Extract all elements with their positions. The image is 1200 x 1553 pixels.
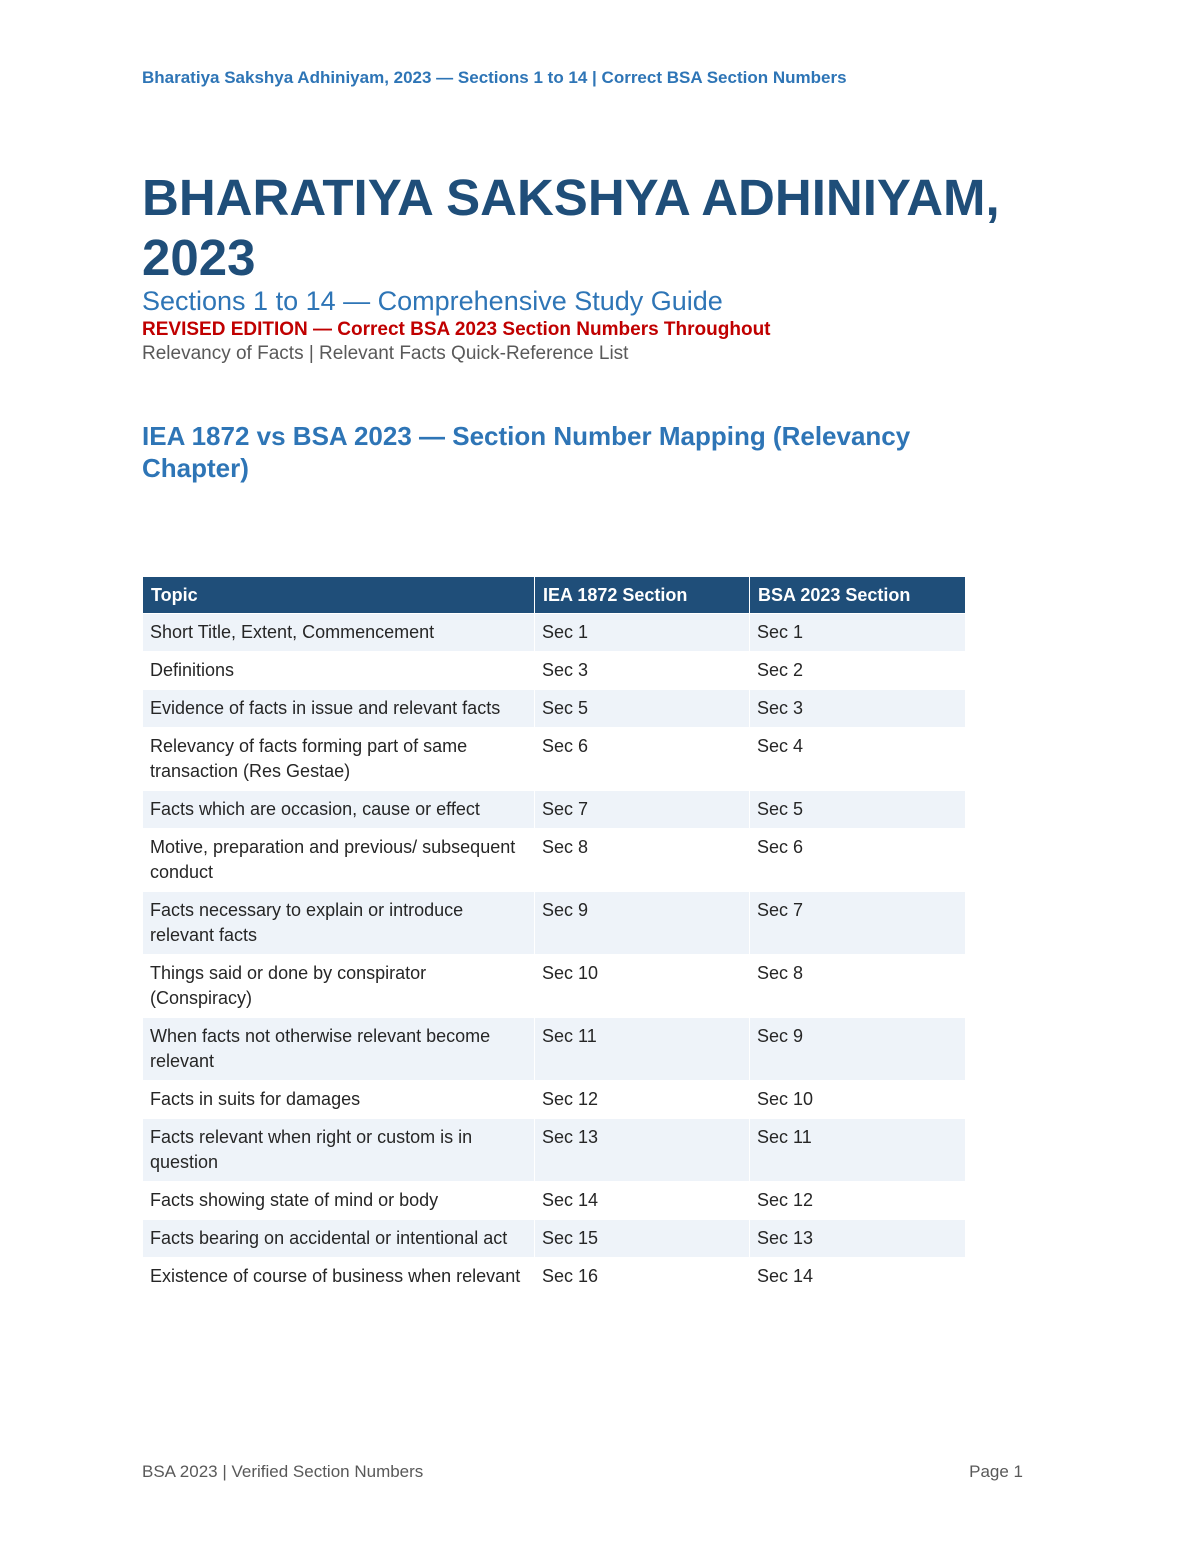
section-mapping-table [142, 576, 966, 1296]
cell-iea-section: Sec 5 [535, 690, 750, 728]
table-row [143, 955, 966, 1018]
cell-bsa-section: Sec 14 [750, 1258, 966, 1296]
cell-iea-section: Sec 14 [535, 1182, 750, 1220]
cell-iea-section: Sec 1 [535, 614, 750, 652]
footer-left: BSA 2023 | Verified Section Numbers [142, 1462, 424, 1481]
table-body [143, 614, 966, 1296]
cell-bsa-section: Sec 13 [750, 1220, 966, 1258]
table-row [143, 1258, 966, 1296]
table-row [143, 1119, 966, 1182]
cell-iea-section: Sec 12 [535, 1081, 750, 1119]
revised-edition-note: REVISED EDITION — Correct BSA 2023 Section Numbers Throughout [142, 319, 771, 340]
cell-bsa-section: Sec 5 [750, 791, 966, 829]
cell-iea-section: Sec 16 [535, 1258, 750, 1296]
cell-bsa-section: Sec 12 [750, 1182, 966, 1220]
cell-iea-section: Sec 7 [535, 791, 750, 829]
table-row [143, 614, 966, 652]
cell-bsa-section: Sec 6 [750, 829, 966, 892]
table-row [143, 829, 966, 892]
table-header-row [143, 577, 966, 614]
cell-topic: Facts necessary to explain or introduce relevant facts [143, 892, 535, 955]
cell-iea-section: Sec 10 [535, 955, 750, 1018]
cell-bsa-section: Sec 8 [750, 955, 966, 1018]
table-row [143, 728, 966, 791]
cell-topic: When facts not otherwise relevant become relevant [143, 1018, 535, 1081]
cell-bsa-section: Sec 10 [750, 1081, 966, 1119]
table-row [143, 652, 966, 690]
cell-bsa-section: Sec 3 [750, 690, 966, 728]
table-row [143, 1018, 966, 1081]
cell-iea-section: Sec 3 [535, 652, 750, 690]
cell-bsa-section: Sec 9 [750, 1018, 966, 1081]
cell-topic: Facts in suits for damages [143, 1081, 535, 1119]
cell-topic: Facts bearing on accidental or intentional act [143, 1220, 535, 1258]
cell-iea-section: Sec 15 [535, 1220, 750, 1258]
table-row [143, 1081, 966, 1119]
column-header-iea-section: IEA 1872 Section [535, 577, 750, 614]
cell-iea-section: Sec 8 [535, 829, 750, 892]
cell-topic: Things said or done by conspirator (Conspiracy) [143, 955, 535, 1018]
cell-bsa-section: Sec 2 [750, 652, 966, 690]
cell-topic: Facts relevant when right or custom is in question [143, 1119, 535, 1182]
table-row [143, 1220, 966, 1258]
running-header: Bharatiya Sakshya Adhiniyam, 2023 — Sections 1 to 14 | Correct BSA Section Numbers [142, 68, 847, 87]
column-header-topic: Topic [143, 577, 535, 614]
document-subtitle: Sections 1 to 14 — Comprehensive Study Guide [142, 286, 723, 316]
table-row [143, 690, 966, 728]
cell-topic: Relevancy of facts forming part of same transaction (Res Gestae) [143, 728, 535, 791]
document-tagline: Relevancy of Facts | Relevant Facts Quick-Reference List [142, 343, 629, 364]
cell-bsa-section: Sec 4 [750, 728, 966, 791]
table-row [143, 892, 966, 955]
column-header-bsa-section: BSA 2023 Section [750, 577, 966, 614]
cell-iea-section: Sec 9 [535, 892, 750, 955]
table-row [143, 1182, 966, 1220]
cell-topic: Facts which are occasion, cause or effect [143, 791, 535, 829]
cell-bsa-section: Sec 1 [750, 614, 966, 652]
section-heading: IEA 1872 vs BSA 2023 — Section Number Mapping (Relevancy Chapter) [142, 421, 911, 483]
cell-iea-section: Sec 6 [535, 728, 750, 791]
cell-bsa-section: Sec 11 [750, 1119, 966, 1182]
cell-topic: Definitions [143, 652, 535, 690]
cell-iea-section: Sec 13 [535, 1119, 750, 1182]
cell-bsa-section: Sec 7 [750, 892, 966, 955]
cell-topic: Facts showing state of mind or body [143, 1182, 535, 1220]
page-number: Page 1 [969, 1462, 1023, 1481]
cell-iea-section: Sec 11 [535, 1018, 750, 1081]
cell-topic: Short Title, Extent, Commencement [143, 614, 535, 652]
document-title: BHARATIYA SAKSHYA ADHINIYAM, 2023 [142, 169, 1000, 286]
cell-topic: Evidence of facts in issue and relevant facts [143, 690, 535, 728]
table-row [143, 791, 966, 829]
cell-topic: Motive, preparation and previous/ subsequent conduct [143, 829, 535, 892]
cell-topic: Existence of course of business when relevant [143, 1258, 535, 1296]
